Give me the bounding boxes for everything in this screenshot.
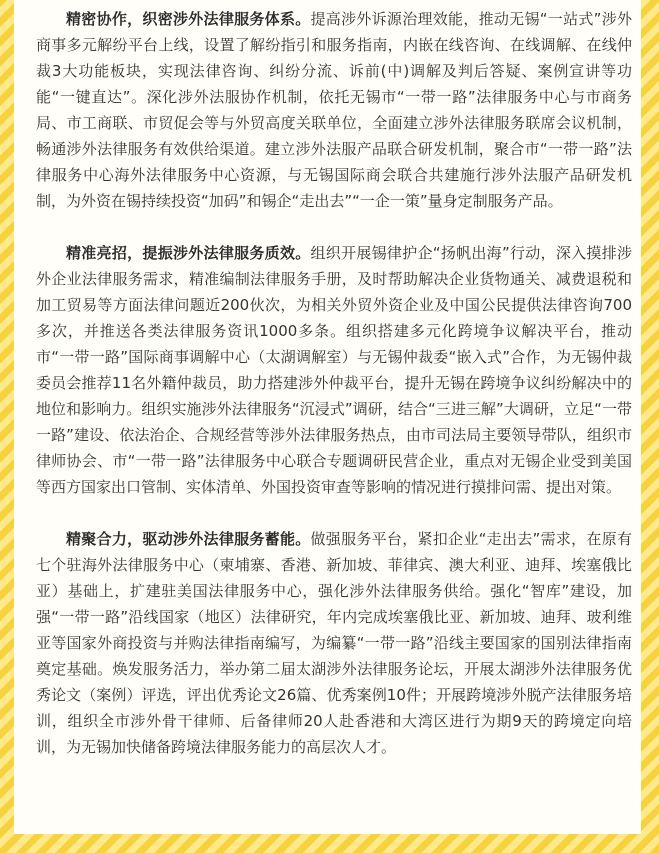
paragraph-joint-force (36, 526, 632, 760)
paragraph-lead: 精密协作，织密涉外法律服务体系。 (66, 10, 311, 28)
paragraph-text: 组织开展锡律护企“扬帆出海”行动，深入摸排涉外企业法律服务需求，精准编制法律服务手册，及时帮助解决企业货物通关、减费退税和加工贸易等方面法律问题近200伙次，为相关外贸外资企业及中国公民提供法律咨询700多次，并推送各类法律服务资讯1000多条。组织搭建多元化跨境争议解决平台，推动市“一带一路”国际商事调解中心（太湖调解室）与无锡仲裁委“嵌入式”合作，为无锡仲裁委员会推荐11名外籍仲裁员，助力搭建涉外仲裁平台，提升无锡在跨境争议纠纷解决中的地位和影响力。组织实施涉外法律服务“沉浸式”调研，结合“三进三解”大调研，立足“一带一路”建设、依法治企、合规经营等涉外法律服务热点，由市司法局主要领导带队，组织市律师协会、市“一带一路”法律服务中心联合专题调研民营企业，重点对无锡企业受到美国等西方国家出口管制、实体清单、外国投资审查等影响的情况进行摸排问需、提出对策。 (36, 244, 632, 496)
paragraph-precise-collaboration (36, 6, 632, 214)
paragraph-precise-measures (36, 240, 632, 500)
paragraph-text: 做强服务平台，紧扣企业“走出去”需求，在原有七个驻海外法律服务中心（柬埔寨、香港、新加坡、菲律宾、澳大利亚、迪拜、埃塞俄比亚）基础上，扩建驻美国法律服务中心，强化涉外法律服务供给。强化“智库”建设，加强“一带一路”沿线国家（地区）法律研究，年内完成埃塞俄比亚、新加坡、迪拜、玻利维亚等国家外商投资与并购法律指南编写，为编纂“一带一路”沿线主要国家的国别法律指南奠定基础。焕发服务活力，举办第二届太湖涉外法律服务论坛，开展太湖涉外法律服务优秀论文（案例）评选，评出优秀论文26篇、优秀案例10件；开展跨境涉外脱产法律服务培训，组织全市涉外骨干律师、后备律师20人赴香港和大湾区进行为期9天的跨境定向培训，为无锡加快储备跨境法律服务能力的高层次人才。 (36, 530, 632, 756)
paragraph-lead: 精聚合力，驱动涉外法律服务蓄能。 (66, 530, 311, 548)
paragraph-text: 提高涉外诉源治理效能，推动无锡“一站式”涉外商事多元解纷平台上线，设置了解纷指引和服务指南，内嵌在线咨询、在线调解、在线仲裁3大功能板块，实现法律咨询、纠纷分流、诉前(中)调解及判后答疑、案例宣讲等功能“一键直达”。深化涉外法服协作机制，依托无锡市“一带一路”法律服务中心与市商务局、市工商联、市贸促会等与外贸高度关联单位，全面建立涉外法律服务联席会议机制，畅通涉外法律服务有效供给渠道。建立涉外法服产品联合研发机制，聚合市“一带一路”法律服务中心海外法律服务中心资源，与无锡国际商会联合共建施行涉外法服产品研发机制，为外资在锡持续投资“加码”和锡企“走出去”“一企一策”量身定制服务产品。 (36, 10, 632, 210)
paragraph-lead: 精准亮招，提振涉外法律服务质效。 (66, 244, 311, 262)
article-body (14, 0, 641, 834)
